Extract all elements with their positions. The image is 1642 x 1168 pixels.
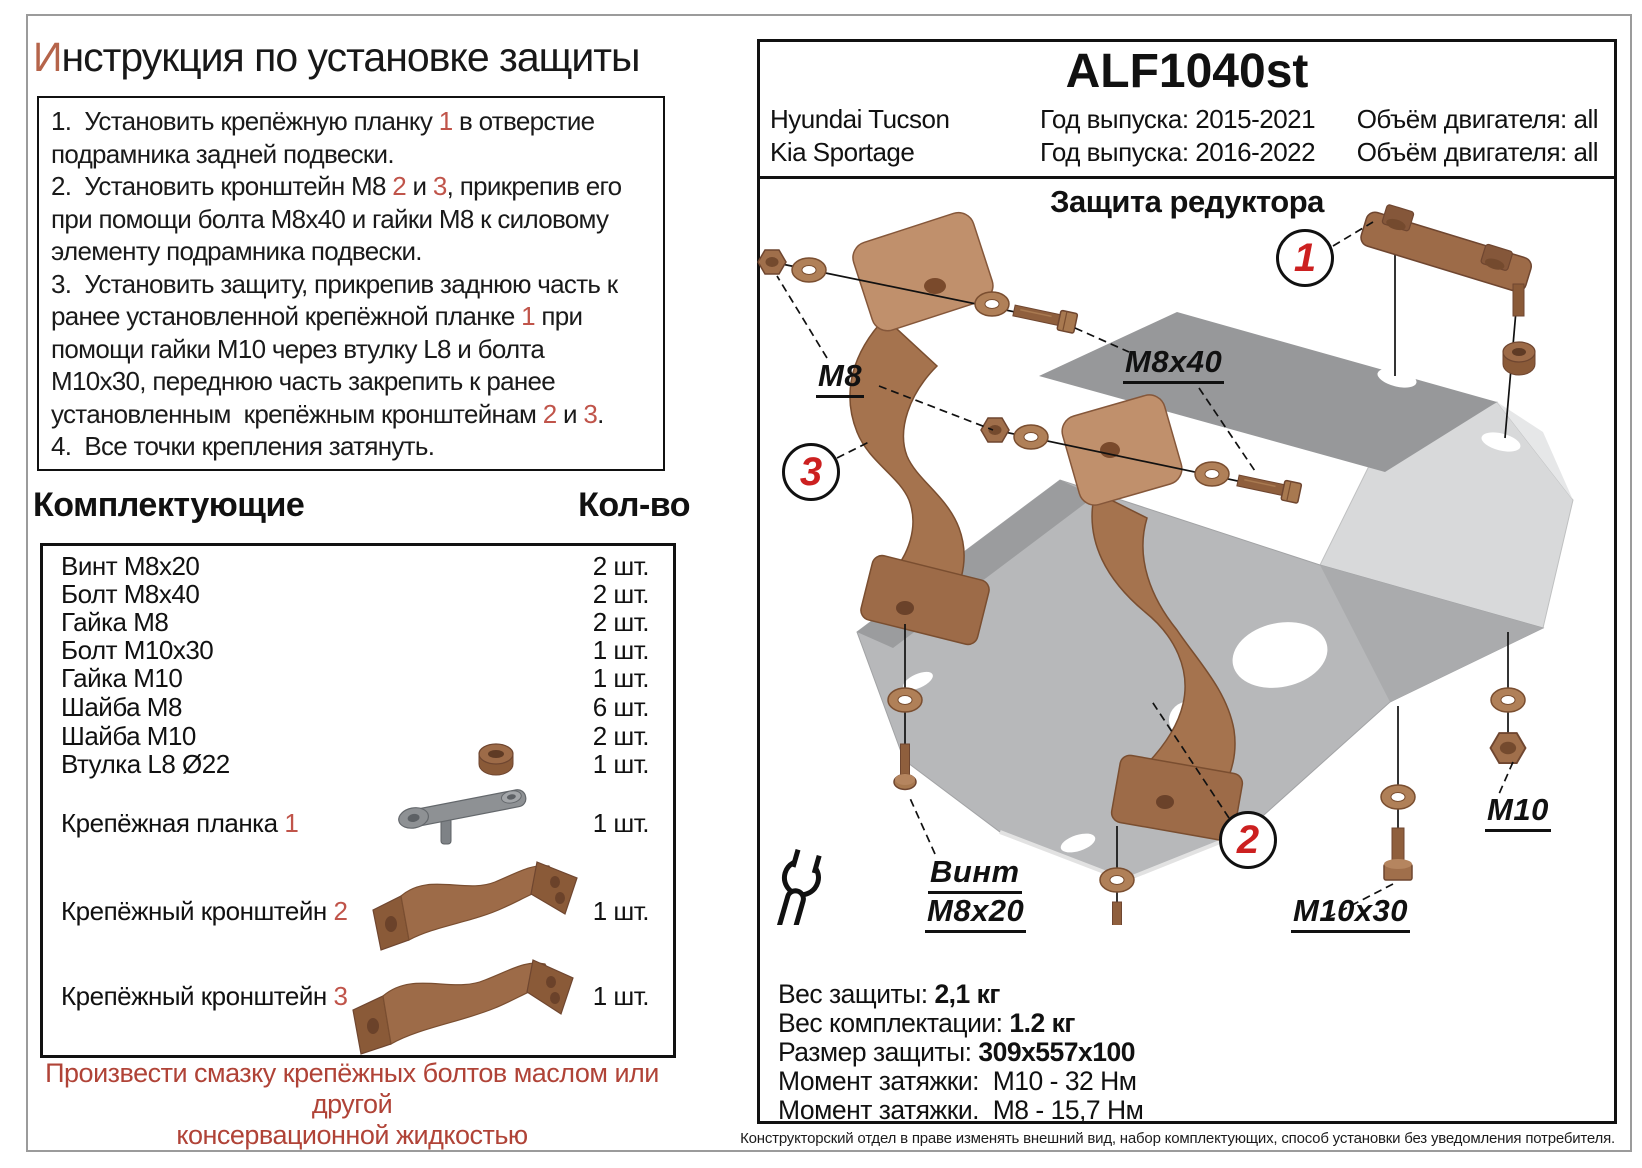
part-qty: 2 шт. — [592, 551, 649, 581]
table-row — [43, 579, 673, 607]
note-line: консервационной жидкостью — [176, 1120, 528, 1150]
part-qty: 1 шт. — [592, 749, 649, 779]
spec-size: Размер защиты: 309х557х100 — [778, 1037, 1135, 1067]
label-m8x20: М8х20 — [925, 893, 1026, 933]
spec-weight: Вес защиты: 2,1 кг — [778, 979, 1000, 1009]
part-name: Шайба М10 — [61, 721, 196, 751]
wrench-icon — [763, 846, 825, 925]
callout-1 — [1276, 229, 1334, 287]
bracket-3-image — [349, 952, 579, 1056]
callout-number: 2 — [1236, 818, 1260, 862]
washer-m10 — [1491, 688, 1525, 712]
instruction-line: подрамника задней подвески. — [51, 138, 394, 169]
mounting-plank-image — [395, 778, 535, 848]
part-name: Шайба М8 — [61, 692, 182, 722]
spec-torque-m10: Момент затяжки: М10 - 32 Нм — [778, 1066, 1137, 1096]
bolt-m8x40 — [1012, 301, 1078, 334]
part-name: Гайка М10 — [61, 663, 183, 693]
washer-m8 — [888, 688, 922, 712]
callout-2 — [1219, 811, 1277, 869]
nut-m8 — [981, 418, 1009, 442]
instruction-line: помощи гайки М10 через втулку L8 и болта — [51, 333, 545, 364]
instruction-line: элементу подрамника подвески. — [51, 236, 422, 266]
instruction-line: 2. Установить кронштейн М8 2 и 3, прикрепив его — [51, 171, 622, 201]
table-row — [43, 635, 673, 663]
part-qty: 1 шт. — [592, 896, 649, 926]
screw-m8x20 — [1106, 902, 1128, 925]
instruction-line: установленным крепёжным кронштейнам 2 и 3. — [51, 398, 604, 429]
part-qty: 2 шт. — [592, 721, 649, 751]
washer-m10 — [1381, 785, 1415, 809]
lubrication-note — [37, 1058, 667, 1151]
table-row — [43, 663, 673, 691]
washer-m8 — [1195, 462, 1229, 486]
part-name: Крепёжный кронштейн 2 — [61, 896, 348, 926]
instruction-line: ранее установленной крепёжной планке 1 при — [51, 301, 583, 331]
table-row — [43, 808, 673, 836]
part-name: Крепёжный кронштейн 3 — [61, 981, 348, 1011]
vehicle-years: Год выпуска: 2015-2021 — [1040, 104, 1316, 134]
part-name: Болт М10х30 — [61, 635, 214, 665]
page-title — [33, 34, 673, 81]
instruction-line: 1. Установить крепёжную планку 1 в отверстие — [51, 106, 595, 136]
vehicle-years: Год выпуска: 2016-2022 — [1040, 137, 1316, 167]
vehicle-engine: Объём двигателя: all — [1356, 137, 1598, 167]
spec-kit-weight: Вес комплектации: 1.2 кг — [778, 1008, 1075, 1038]
table-row — [43, 721, 673, 749]
part-qty: 6 шт. — [592, 692, 649, 722]
part-name: Болт М8х40 — [61, 579, 200, 609]
note-line: Произвести смазку крепёжных болтов маслом или другой — [45, 1058, 659, 1119]
part-name: Гайка М8 — [61, 607, 169, 637]
part-qty: 2 шт. — [592, 579, 649, 609]
part-name: Винт М8х20 — [61, 551, 200, 581]
bracket-3 — [849, 208, 997, 646]
washer-m8 — [975, 292, 1009, 316]
nut-m8 — [758, 250, 786, 274]
panel-divider — [759, 176, 1615, 179]
title-first-letter: И — [33, 34, 62, 80]
instruction-line: 4. Все точки крепления затянуть. — [51, 431, 435, 461]
instruction-line: 3. Установить защиту, прикрепив заднюю часть к — [51, 268, 618, 299]
vehicle-engine: Объём двигателя: all — [1356, 104, 1598, 134]
callout-3 — [782, 443, 840, 501]
washer-m8 — [792, 258, 826, 282]
quantity-header: Кол-во — [578, 486, 690, 524]
part-name: Втулка L8 Ø22 — [61, 749, 230, 779]
bolt-m8x40 — [1236, 471, 1302, 504]
spec-torque-m8: Момент затяжки. М8 - 15,7 Нм — [778, 1095, 1144, 1125]
parts-table — [40, 543, 676, 1058]
bushing-image — [475, 742, 517, 776]
table-row — [43, 551, 673, 579]
instructions-box — [37, 96, 665, 471]
label-m10: М10 — [1485, 792, 1551, 832]
label-m8: M8 — [816, 358, 864, 398]
bolt-m10x30 — [1384, 828, 1412, 880]
part-qty: 1 шт. — [592, 663, 649, 693]
part-qty: 2 шт. — [592, 607, 649, 637]
disclaimer: Конструкторский отдел в праве изменять внешний вид, набор комплектующих, способ установки без уведомления потребителя. — [740, 1130, 1615, 1147]
instruction-line: при помощи болта М8х40 и гайки М8 к силовому — [51, 203, 609, 234]
diagram-title: Защита редуктора — [1050, 184, 1324, 219]
callout-number: 1 — [1293, 236, 1317, 280]
title-rest: нструкция по установке защиты — [61, 34, 640, 80]
nut-m10 — [1491, 733, 1526, 763]
part-qty: 1 шт. — [592, 981, 649, 1011]
part-qty: 1 шт. — [592, 808, 649, 838]
vehicle-name: Hyundai Tucson — [770, 104, 950, 134]
table-row — [43, 607, 673, 635]
table-row — [43, 692, 673, 720]
instruction-line: М10х30, переднюю часть закрепить к ранее — [51, 366, 556, 396]
label-m8x40: M8x40 — [1123, 344, 1224, 384]
vehicle-name: Kia Sportage — [770, 137, 915, 167]
parts-header: Комплектующие — [33, 486, 305, 524]
washer-m8 — [1014, 425, 1048, 449]
washer-m8 — [1100, 868, 1134, 892]
bracket-2-image — [369, 856, 581, 952]
table-row — [43, 749, 673, 777]
specs-block — [778, 980, 1143, 1125]
part-name: Крепёжная планка 1 — [61, 808, 299, 838]
callout-number: 3 — [799, 450, 823, 494]
mounting-plank — [1359, 199, 1537, 375]
label-m10x30: М10х30 — [1291, 893, 1410, 933]
label-vint: Винт — [928, 854, 1022, 894]
part-qty: 1 шт. — [592, 635, 649, 665]
model-code: ALF1040st — [1065, 45, 1309, 98]
